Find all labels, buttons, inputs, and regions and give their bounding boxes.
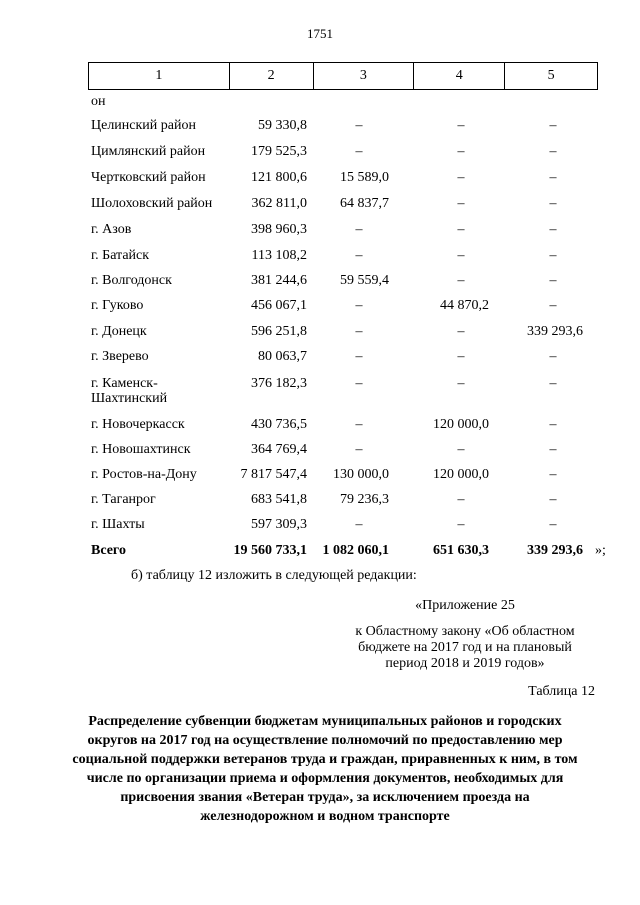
row-value-col4: – [457,442,465,457]
row-value-col3: – [355,298,363,313]
table-row [0,349,640,371]
row-name: г. Гуково [91,298,144,313]
row-value-col5: – [549,144,557,159]
row-value-col3: – [355,222,363,237]
column-header-1: 1 [89,63,230,90]
table-row [0,442,640,464]
row-value-col3: 59 559,4 [340,273,389,288]
row-value-col2: 683 541,8 [251,492,307,507]
row-name: г. Шахты [91,517,145,532]
row-value-col4: 44 870,2 [440,298,489,313]
table-row [0,196,640,218]
row-value-col5: – [549,417,557,432]
column-header-5: 5 [505,63,598,90]
row-value-col4: – [457,376,465,391]
table-row [0,144,640,166]
table-heading: Распределение субвенции бюджетам муниципальных районов и городских округов на 2017 год на осуществление полномочий по предоставлению мер социальной поддержки ветеранов труда и граждан, приравненных к ним, в том числе по организации приема и оформления документов, необходимых для присвоения звания «Ветеран труда», за исключением проезда на железнодорожном и водном транспорте [72,714,578,824]
column-header-4: 4 [414,63,505,90]
row-value-col2: 597 309,3 [251,517,307,532]
row-value-col3: 15 589,0 [340,170,389,185]
row-value-col3: – [355,118,363,133]
row-name: г. Волгодонск [91,273,172,288]
row-value-col3: – [355,517,363,532]
total-label: Всего [91,543,126,558]
row-name: Цимлянский район [91,144,206,159]
table-row [0,248,640,270]
table-row [0,324,640,346]
continued-word: он [91,94,106,109]
row-value-col4: – [457,349,465,364]
row-value-col5: – [549,196,557,211]
total-row [0,543,640,565]
row-name: г. Донецк [91,324,147,339]
row-value-col2: 362 811,0 [251,196,307,211]
table-row [0,222,640,244]
row-value-col5: – [549,170,557,185]
table-row [0,298,640,320]
table-row [0,118,640,140]
row-value-col2: 456 067,1 [251,298,307,313]
row-value-col5: – [549,517,557,532]
row-value-col4: – [457,144,465,159]
closing-quote: »; [595,543,606,558]
table-row [0,273,640,295]
row-value-col5: – [549,492,557,507]
row-value-col3: – [355,442,363,457]
row-name: Чертковский район [91,170,206,185]
row-value-col5: 339 293,6 [527,324,583,339]
row-value-col2: 7 817 547,4 [240,467,307,482]
row-value-col3: – [355,376,363,391]
table-row [0,376,640,406]
row-name: Целинский район [91,118,196,133]
total-value-col4: 651 630,3 [433,543,489,558]
row-name: г. Новошахтинск [91,442,191,457]
table-label: Таблица 12 [528,684,595,699]
table-row [0,492,640,514]
row-value-col5: – [549,273,557,288]
row-value-col5: – [549,442,557,457]
row-name: г. Новочеркасск [91,417,185,432]
row-value-col3: – [355,248,363,263]
appendix-title: «Приложение 25 [415,598,515,613]
row-value-col5: – [549,467,557,482]
row-name: Шолоховский район [91,196,213,211]
appendix-body: к Областному закону «Об областном бюджете на 2017 год и на плановый период 2018 и 2019 годов» [355,624,575,671]
row-value-col4: 120 000,0 [433,417,489,432]
row-value-col5: – [549,349,557,364]
row-value-col2: 80 063,7 [258,349,307,364]
table-row [0,467,640,489]
row-value-col3: – [355,324,363,339]
row-name: г. Каменск-Шахтинский [91,376,168,406]
row-value-col2: 59 330,8 [258,118,307,133]
row-value-col2: 381 244,6 [251,273,307,288]
row-value-col5: – [549,118,557,133]
row-value-col3: – [355,144,363,159]
row-value-col5: – [549,248,557,263]
row-value-col3: 130 000,0 [333,467,389,482]
row-value-col2: 376 182,3 [251,376,307,391]
row-value-col5: – [549,376,557,391]
row-value-col4: – [457,248,465,263]
total-value-col5: 339 293,6 [527,543,583,558]
row-name: г. Ростов-на-Дону [91,467,197,482]
row-value-col4: – [457,170,465,185]
total-value-col3: 1 082 060,1 [322,543,389,558]
instruction-text: б) таблицу 12 изложить в следующей редакции: [131,568,417,583]
row-value-col4: – [457,273,465,288]
column-header-table [88,62,598,90]
total-value-col2: 19 560 733,1 [233,543,307,558]
row-value-col2: 364 769,4 [251,442,307,457]
row-value-col5: – [549,222,557,237]
row-value-col2: 113 108,2 [251,248,307,263]
row-value-col3: 79 236,3 [340,492,389,507]
table-row [0,517,640,539]
row-value-col2: 179 525,3 [251,144,307,159]
row-value-col4: – [457,196,465,211]
page-number: 1751 [307,26,333,41]
row-value-col4: 120 000,0 [433,467,489,482]
row-value-col4: – [457,118,465,133]
row-value-col4: – [457,324,465,339]
column-header-3: 3 [313,63,414,90]
row-value-col2: 121 800,6 [251,170,307,185]
column-header-2: 2 [229,63,313,90]
row-value-col4: – [457,222,465,237]
row-name: г. Азов [91,222,132,237]
row-value-col4: – [457,492,465,507]
table-row [0,417,640,439]
row-value-col2: 398 960,3 [251,222,307,237]
row-name: г. Таганрог [91,492,156,507]
row-value-col2: 596 251,8 [251,324,307,339]
row-value-col2: 430 736,5 [251,417,307,432]
table-row [0,170,640,192]
row-name: г. Батайск [91,248,150,263]
row-name: г. Зверево [91,349,149,364]
row-value-col5: – [549,298,557,313]
row-value-col4: – [457,517,465,532]
row-value-col3: – [355,417,363,432]
row-value-col3: – [355,349,363,364]
row-value-col3: 64 837,7 [340,196,389,211]
